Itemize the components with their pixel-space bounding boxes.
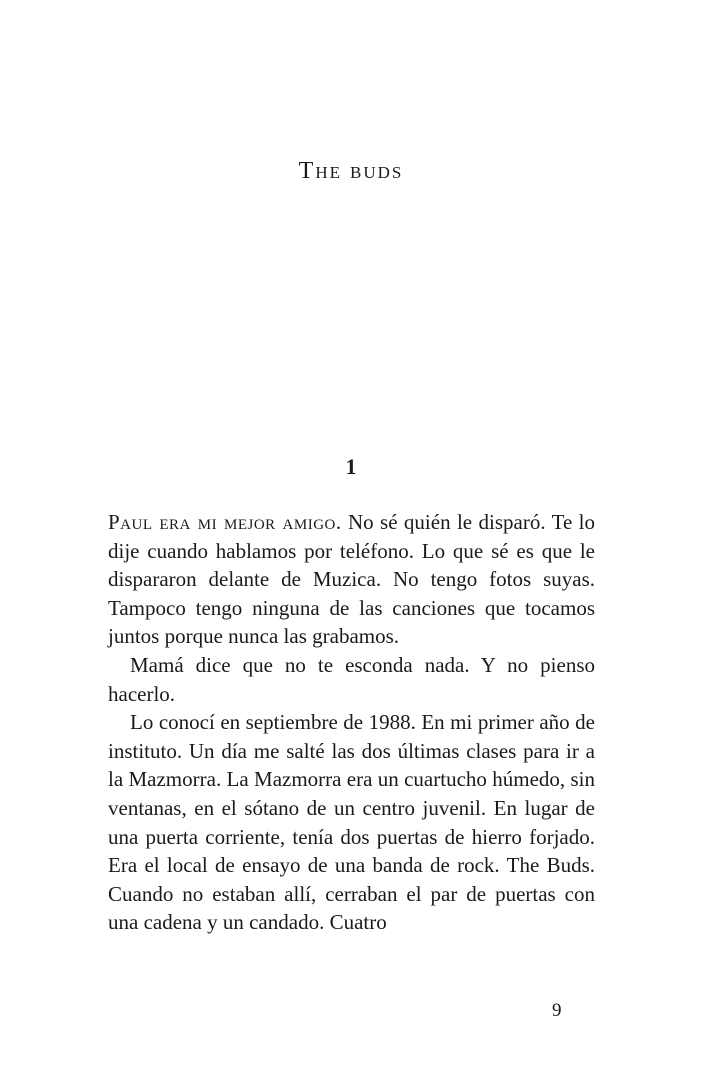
paragraph-1-text: No sé quién le disparó. Te lo dije cuando hablamos por teléfono. Lo que sé es que le dispararon delante de Muzica. No tengo fotos suyas. Tampoco tengo ninguna de las canciones que tocamos juntos porque nunca las grabamos. (108, 510, 595, 649)
paragraph-2 (108, 651, 595, 708)
paragraph-lead-in: Paul era mi mejor amigo. (108, 510, 342, 534)
paragraph-1 (108, 508, 595, 651)
paragraph-3 (108, 708, 595, 937)
paragraph-3-text: Lo conocí en septiembre de 1988. En mi primer año de instituto. Un día me salté las dos últimas clases para ir a la Mazmorra. La Mazmorra era un cuartucho húmedo, sin ventanas, en el sótano de un centro juvenil. En lugar de una puerta corriente, tenía dos puertas de hierro forjado. Era el local de ensayo de una banda de rock. The Buds. Cuando no estaban allí, cerraban el par de puertas con una cadena y un candado. Cuatro (108, 710, 595, 935)
section-number: 1 (345, 454, 357, 479)
paragraph-2-text: Mamá dice que no te esconda nada. Y no pienso hacerlo. (108, 652, 595, 706)
body-text (108, 508, 595, 937)
page-number: 9 (552, 1000, 562, 1021)
chapter-title: The buds (298, 158, 404, 184)
